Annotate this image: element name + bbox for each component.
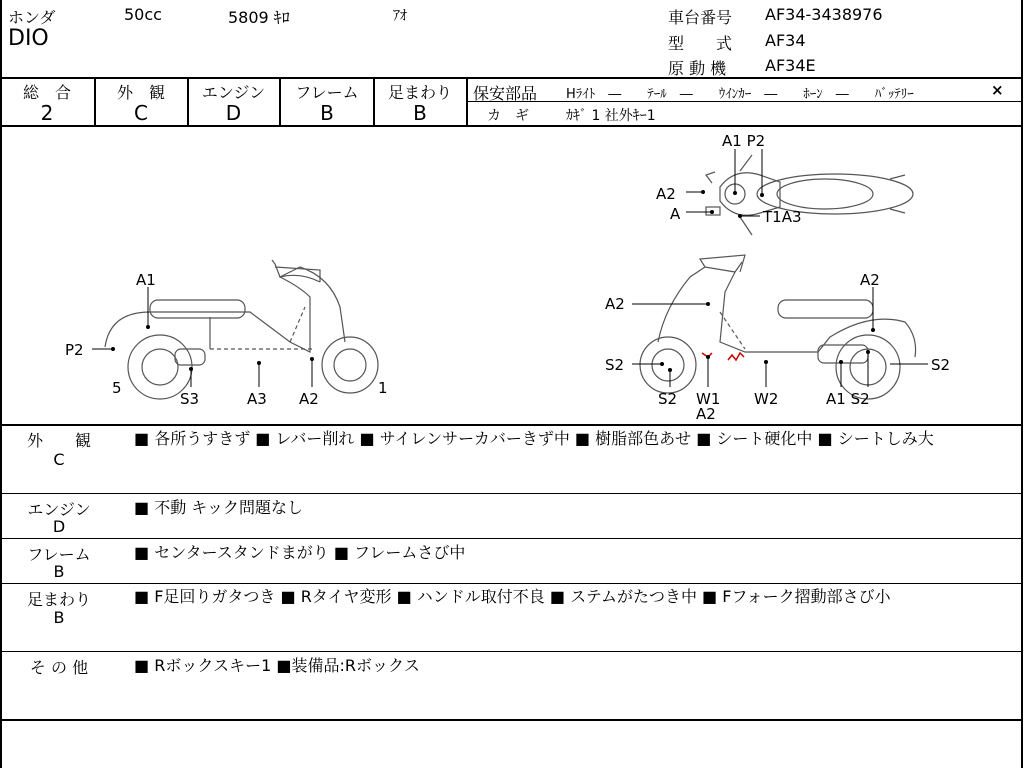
section-text-exterior: ■ 各所うすきず ■ レバー削れ ■ サイレンサーカバーきず中 ■ 樹脂部色あせ ■ シート硬化中 ■ シートしみ大 bbox=[134, 429, 934, 448]
key-label: カ ギ bbox=[487, 108, 529, 124]
divider-suspension bbox=[0, 583, 1023, 584]
left-label-a1: A1 bbox=[136, 271, 156, 289]
divider-other bbox=[0, 651, 1023, 652]
grade-value-suspension: B bbox=[413, 101, 427, 125]
right-label-s2-bottom: S2 bbox=[658, 390, 678, 408]
section-label-suspension: 足まわり bbox=[26, 590, 91, 609]
maker: ホンダ bbox=[8, 8, 56, 27]
safety-title: 保安部品 bbox=[473, 84, 538, 103]
frame-no-label: 車台番号 bbox=[668, 8, 733, 27]
left-label-s3: S3 bbox=[180, 390, 200, 408]
left-label-5: 5 bbox=[112, 379, 122, 397]
right-label-w2: W2 bbox=[754, 390, 779, 408]
section-grade-exterior: C bbox=[53, 450, 65, 469]
top-label-a2: A2 bbox=[656, 185, 676, 203]
damage-diagram bbox=[0, 127, 1024, 425]
top-view-scooter bbox=[706, 155, 913, 235]
section-grade-suspension: B bbox=[53, 608, 65, 627]
section-label-exterior: 外 観 bbox=[26, 431, 91, 450]
section-label-other: そ の 他 bbox=[29, 658, 89, 677]
grade-value-exterior: C bbox=[134, 101, 148, 125]
battery-mark: × bbox=[991, 81, 1004, 99]
right-label-s2-left: S2 bbox=[605, 356, 625, 374]
grade-label-overall: 総 合 bbox=[22, 83, 71, 102]
section-label-frame: フレーム bbox=[27, 545, 91, 564]
section-grade-engine: D bbox=[52, 517, 66, 536]
left-label-a3: A3 bbox=[247, 390, 267, 408]
grade-value-engine: D bbox=[225, 101, 242, 125]
divider-frame bbox=[0, 538, 1023, 539]
section-text-engine: ■ 不動 キック問題なし bbox=[134, 498, 303, 517]
left-label-1: 1 bbox=[378, 379, 388, 397]
grade-label-frame: フレーム bbox=[295, 83, 359, 102]
top-label-a: A bbox=[670, 205, 681, 223]
right-label-w1: W1 bbox=[696, 390, 721, 408]
top-label-a1p2: A1 P2 bbox=[722, 132, 766, 150]
top-label-t1a3: T1A3 bbox=[763, 208, 802, 226]
divider-engine bbox=[0, 493, 1023, 494]
frame-no: AF34-3438976 bbox=[765, 5, 883, 24]
divider-header bbox=[0, 77, 1023, 79]
outer-border-bottom bbox=[0, 719, 1023, 721]
section-grade-frame: B bbox=[53, 562, 65, 581]
displacement: 50cc bbox=[124, 5, 162, 24]
grade-label-exterior: 外 観 bbox=[116, 83, 165, 102]
grade-value-overall: 2 bbox=[40, 101, 54, 125]
grade-sep-5 bbox=[466, 77, 468, 126]
left-label-p2: P2 bbox=[65, 341, 84, 359]
grade-label-engine: エンジン bbox=[201, 83, 266, 102]
grade-value-frame: B bbox=[320, 101, 334, 125]
right-label-a2-left: A2 bbox=[605, 295, 625, 313]
section-text-other: ■ Rボックスキー1 ■装備品:Rボックス bbox=[134, 656, 420, 675]
type-value: AF34 bbox=[765, 31, 806, 50]
mileage: 5809 ｷﾛ bbox=[228, 8, 290, 27]
left-label-a2: A2 bbox=[299, 390, 319, 408]
engine-value: AF34E bbox=[765, 56, 816, 75]
safety-items: Hﾗｲﾄ ― ﾃｰﾙ ― ｳｲﾝｶｰ ― ﾎｰﾝ ― ﾊﾞｯﾃﾘｰ bbox=[566, 87, 914, 102]
key-value: ｶｷﾞ 1 社外ｷｰ1 bbox=[566, 108, 656, 124]
section-text-suspension: ■ F足回りガタつき ■ Rタイヤ変形 ■ ハンドル取付不良 ■ ステムがたつき中 ■ Fフォーク摺動部さび小 bbox=[134, 587, 891, 606]
section-text-frame: ■ センタースタンドまがり ■ フレームさび中 bbox=[134, 543, 466, 562]
grade-label-suspension: 足まわり bbox=[387, 83, 452, 102]
right-label-a1s2: A1 S2 bbox=[826, 390, 870, 408]
model-name: DIO bbox=[8, 26, 49, 51]
right-label-a2-top: A2 bbox=[860, 271, 880, 289]
type-label: 型 式 bbox=[668, 34, 733, 53]
section-label-engine: エンジン bbox=[27, 500, 91, 519]
color: ｱｵ bbox=[393, 8, 407, 24]
right-label-s2-right: S2 bbox=[931, 356, 951, 374]
right-label-a2-bottom: A2 bbox=[696, 405, 716, 423]
engine-label: 原 動 機 bbox=[668, 59, 727, 78]
